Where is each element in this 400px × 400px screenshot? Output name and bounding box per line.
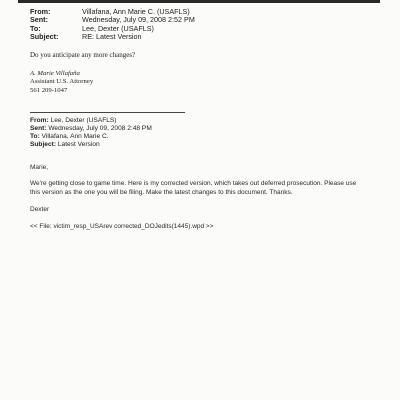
email2-greeting: Marie, bbox=[30, 164, 49, 171]
to-label: To: bbox=[30, 132, 40, 140]
quoted-message-divider bbox=[30, 112, 185, 113]
sent-label: Sent: bbox=[30, 15, 48, 25]
email2-body-line-1: We're getting close to game time. Here is my corrected version, which takes out deferred prosecution. Please use bbox=[30, 180, 357, 187]
sent-value: Wednesday, July 09, 2008 2:48 PM bbox=[48, 124, 152, 132]
email1-body: Do you anticipate any more changes? bbox=[30, 51, 136, 59]
signature-title: Assistant U.S. Attorney bbox=[30, 78, 94, 86]
email1-signature bbox=[30, 70, 93, 95]
signature-name: A. Marie Villafaña bbox=[30, 70, 80, 77]
signature-phone: 561 209-1047 bbox=[30, 86, 68, 94]
subject-label: Subject: bbox=[30, 140, 57, 148]
subject-label: Subject: bbox=[30, 31, 59, 41]
email2-subject-row bbox=[30, 141, 152, 149]
email1-header bbox=[30, 8, 195, 41]
sent-label: Sent: bbox=[30, 124, 47, 132]
subject-value: Latest Version bbox=[57, 140, 100, 148]
from-label: From: bbox=[30, 117, 49, 124]
email2-from-row bbox=[30, 117, 152, 125]
from-value: Lee, Dexter (USAFLS) bbox=[50, 117, 117, 124]
to-value: Villafana, Ann Marie C. bbox=[41, 132, 109, 140]
email2-signoff: Dexter bbox=[30, 206, 50, 213]
subject-value: RE: Latest Version bbox=[82, 31, 142, 41]
to-value: Lee, Dexter (USAFLS) bbox=[82, 23, 154, 33]
sent-value: Wednesday, July 09, 2008 2:52 PM bbox=[82, 15, 195, 25]
email2-body-line-2: this version as the one you will be filing. Make the latest changes to this document. Thanks. bbox=[30, 189, 293, 196]
attachment-reference: << File: victim_resp_USArev corrected_DOJedits(1445).wpd >> bbox=[30, 223, 214, 230]
from-label: From: bbox=[30, 7, 51, 16]
email2-sent-row bbox=[30, 125, 152, 133]
email2-header bbox=[30, 117, 152, 149]
to-label: To: bbox=[30, 23, 41, 33]
from-value: Villafana, Ann Marie C. (USAFLS) bbox=[82, 7, 190, 16]
email1-subject-row bbox=[30, 33, 195, 41]
email2-to-row bbox=[30, 133, 152, 141]
top-border-rule bbox=[18, 0, 380, 3]
